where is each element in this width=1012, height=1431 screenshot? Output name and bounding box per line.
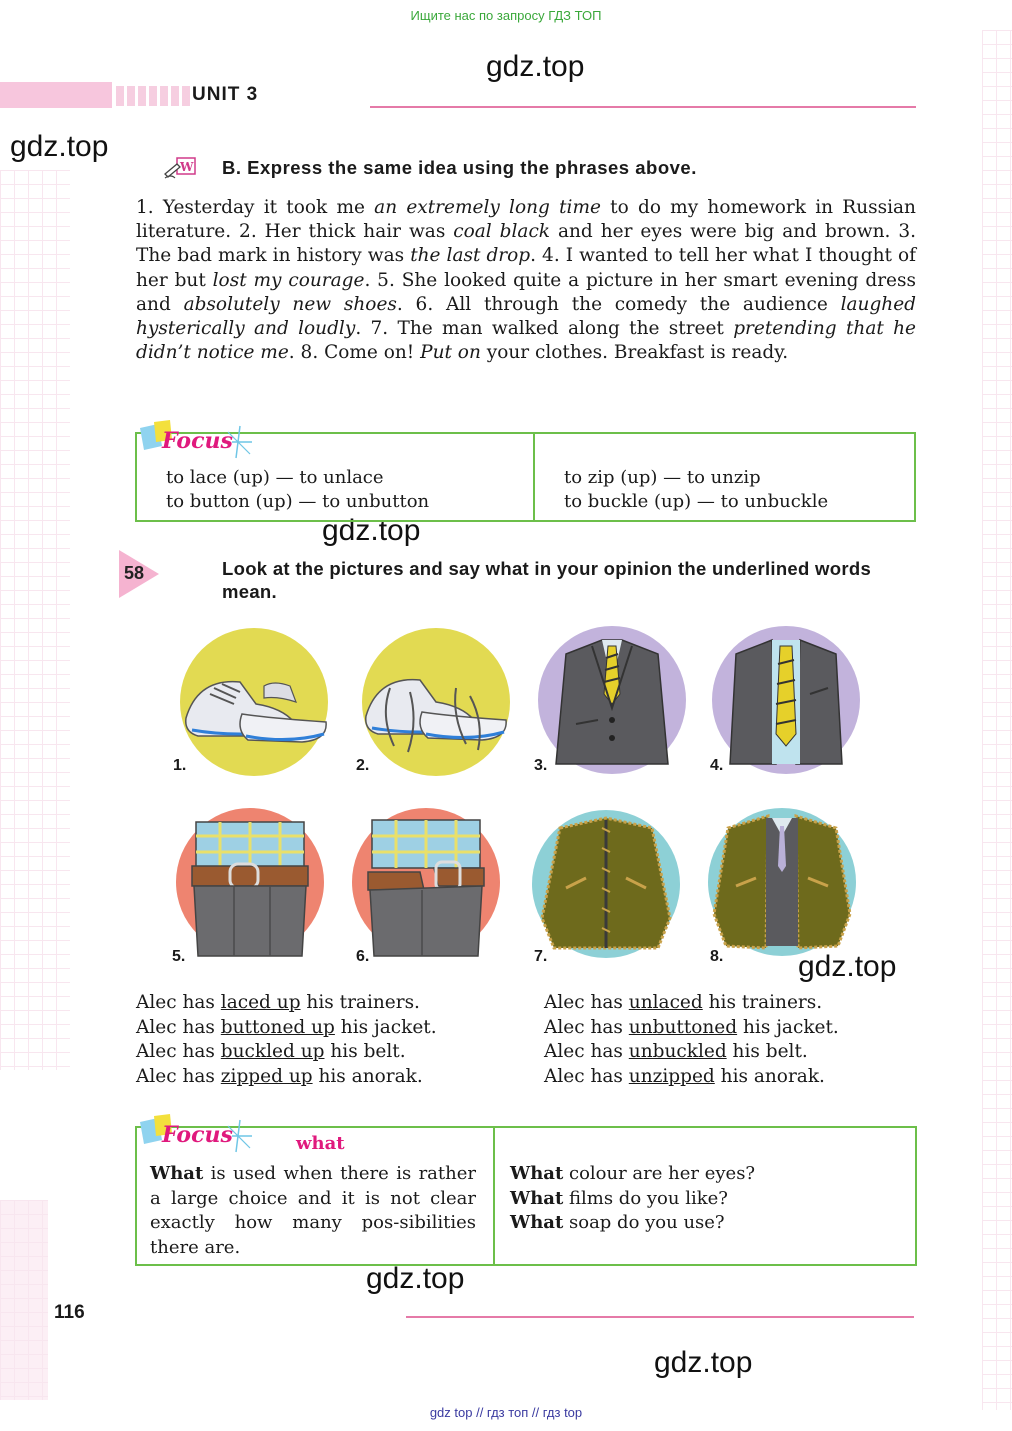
italic-phrase: lost my courage (212, 269, 365, 291)
italic-phrase: an extremely long time (374, 197, 601, 218)
focus2-bold-word: What (150, 1163, 204, 1184)
sentences-right (544, 991, 839, 1089)
sentence-line (544, 1016, 839, 1041)
writing-icon (163, 156, 197, 182)
picture-label: 3. (534, 757, 548, 774)
sentence-end: his jacket. (737, 1016, 839, 1038)
sentence-start: Alec has (136, 1016, 221, 1038)
sentence-start: Alec has (136, 1041, 221, 1062)
example-question (510, 1187, 755, 1212)
paragraph-text: . 6. All through the comedy the audience (396, 293, 841, 315)
question-text: soap do you use? (563, 1212, 725, 1233)
page-number: 116 (54, 1302, 85, 1323)
example-question (510, 1211, 755, 1236)
italic-phrase: coal black (453, 221, 551, 243)
sentence-end: his belt. (324, 1041, 406, 1062)
sentences-left (136, 991, 437, 1089)
picture-7-zipped-anorak (530, 808, 682, 964)
picture-8-unzipped-anorak (706, 806, 858, 962)
sentence-line (544, 991, 839, 1016)
sentence-start: Alec has (544, 992, 629, 1013)
underlined-phrase: buckled up (220, 1041, 325, 1062)
sentence-end: his trainers. (300, 992, 420, 1013)
focus1-right-line: to zip (up) — to unzip (564, 467, 761, 488)
sentence-line (136, 1016, 437, 1041)
sentence-end: his trainers. (702, 992, 823, 1013)
paragraph-text: your clothes. Breakfast is ready. (480, 342, 789, 364)
picture-label: 4. (710, 757, 724, 774)
italic-phrase: Put on (420, 342, 481, 364)
sentence-end: his belt. (726, 1041, 808, 1062)
picture-label: 1. (173, 757, 187, 774)
focus2-left-text (150, 1162, 476, 1260)
italic-phrase: the last drop (410, 245, 531, 267)
example-question (510, 1162, 755, 1187)
sentence-start: Alec has (544, 1016, 629, 1038)
watermark: gdz.top (10, 130, 109, 163)
picture-label: 8. (710, 948, 724, 965)
paragraph-text: . 8. Come on! (288, 342, 421, 364)
sentence-line (136, 991, 437, 1016)
focus-logo: Focus (162, 428, 233, 454)
question-word: What (510, 1212, 564, 1233)
paragraph-text: and her eyes were big and brown. 3. The bad mark in history was (136, 221, 917, 267)
focus1-right-line: to buckle (up) — to unbuckle (564, 491, 829, 512)
sentence-start: Alec has (544, 1041, 629, 1062)
footer-rule (406, 1316, 914, 1318)
top-ad-text[interactable]: Ищите нас по запросу ГДЗ ТОП (410, 8, 602, 23)
sentence-end: his anorak. (312, 1065, 423, 1087)
paragraph-text: . 5. She looked quite a picture in her smart evening dress and (136, 269, 916, 315)
watermark: gdz.top (322, 514, 421, 547)
bottom-left-decoration (0, 1200, 48, 1400)
question-text: films do you like? (563, 1187, 728, 1209)
paragraph-text: 1. Yesterday it took me (136, 197, 375, 218)
sentence-line (544, 1065, 839, 1090)
exercise-number: 58 (124, 563, 145, 583)
focus2-title: what (296, 1133, 345, 1154)
picture-4-unbuttoned-jacket (710, 624, 862, 780)
italic-phrase: laughed hysterically and loudly (136, 293, 916, 340)
question-word: What (510, 1163, 564, 1184)
picture-1-laced-trainers (178, 626, 330, 782)
paragraph-text: to do my homework in Russian literature. 2. Her thick hair was (136, 197, 916, 243)
focus1-right-column (564, 466, 828, 514)
watermark: gdz.top (366, 1262, 465, 1295)
italic-phrase: absolutely new shoes (183, 293, 397, 315)
focus2-right-column (510, 1162, 755, 1236)
picture-label: 5. (172, 948, 186, 965)
exercise-58-heading: Look at the pictures and say what in your opinion the underlined words mean. (222, 558, 872, 602)
sentence-start: Alec has (544, 1065, 629, 1087)
picture-6-unbuckled-belt (350, 806, 502, 962)
picture-label: 6. (356, 948, 370, 965)
focus1-left-line: to button (up) — to unbutton (166, 491, 430, 512)
question-text: colour are her eyes? (563, 1163, 756, 1184)
unit-label: UNIT 3 (192, 84, 259, 105)
focus-logo: Focus (162, 1122, 233, 1148)
svg-text:W: W (180, 160, 194, 174)
picture-label: 7. (534, 948, 548, 965)
focus-divider (533, 434, 535, 520)
section-b-paragraph (136, 196, 916, 365)
sentence-start: Alec has (136, 992, 221, 1013)
underlined-phrase: zipped up (220, 1065, 313, 1087)
question-word: What (510, 1187, 564, 1209)
sentence-end: his anorak. (714, 1065, 825, 1087)
picture-5-buckled-belt (174, 806, 326, 962)
focus-divider (493, 1128, 495, 1264)
sentence-line (544, 1040, 839, 1065)
unit-squares-decoration (116, 86, 190, 106)
focus1-left-line: to lace (up) — to unlace (166, 467, 384, 488)
watermark: gdz.top (486, 50, 585, 83)
sentence-end: his jacket. (334, 1016, 437, 1038)
footer-links[interactable]: gdz top // гдз топ // гдз top (429, 1405, 583, 1420)
focus1-left-column (166, 466, 429, 514)
underlined-phrase: unzipped (628, 1065, 715, 1087)
watermark: gdz.top (798, 950, 897, 983)
underlined-phrase: unbuckled (628, 1041, 727, 1062)
italic-phrase: pretending that he didn’t notice me (136, 318, 916, 364)
underlined-phrase: unbuttoned (628, 1016, 738, 1038)
sentence-start: Alec has (136, 1065, 221, 1087)
paragraph-text: . 7. The man walked along the street (355, 318, 734, 340)
sentence-line (136, 1040, 437, 1065)
picture-3-buttoned-jacket (536, 624, 688, 780)
picture-2-unlaced-trainers (360, 626, 512, 782)
header-rule (370, 106, 916, 108)
underlined-phrase: unlaced (628, 992, 703, 1013)
picture-label: 2. (356, 757, 370, 774)
watermark: gdz.top (654, 1346, 753, 1379)
underlined-phrase: buttoned up (220, 1016, 335, 1038)
left-margin-decoration (0, 170, 70, 1070)
right-margin-decoration (982, 30, 1012, 1410)
sentence-line (136, 1065, 437, 1090)
paragraph-text: . 4. I wanted to tell her what I thought of her but (136, 245, 916, 291)
focus2-explanation: is used when there is rather a large choice and it is not clear exactly how many pos-sibilities there are. (150, 1163, 476, 1258)
section-b-heading: B. Express the same idea using the phrases above. (222, 157, 697, 178)
underlined-phrase: laced up (220, 992, 301, 1013)
unit-pink-bar (0, 82, 112, 108)
